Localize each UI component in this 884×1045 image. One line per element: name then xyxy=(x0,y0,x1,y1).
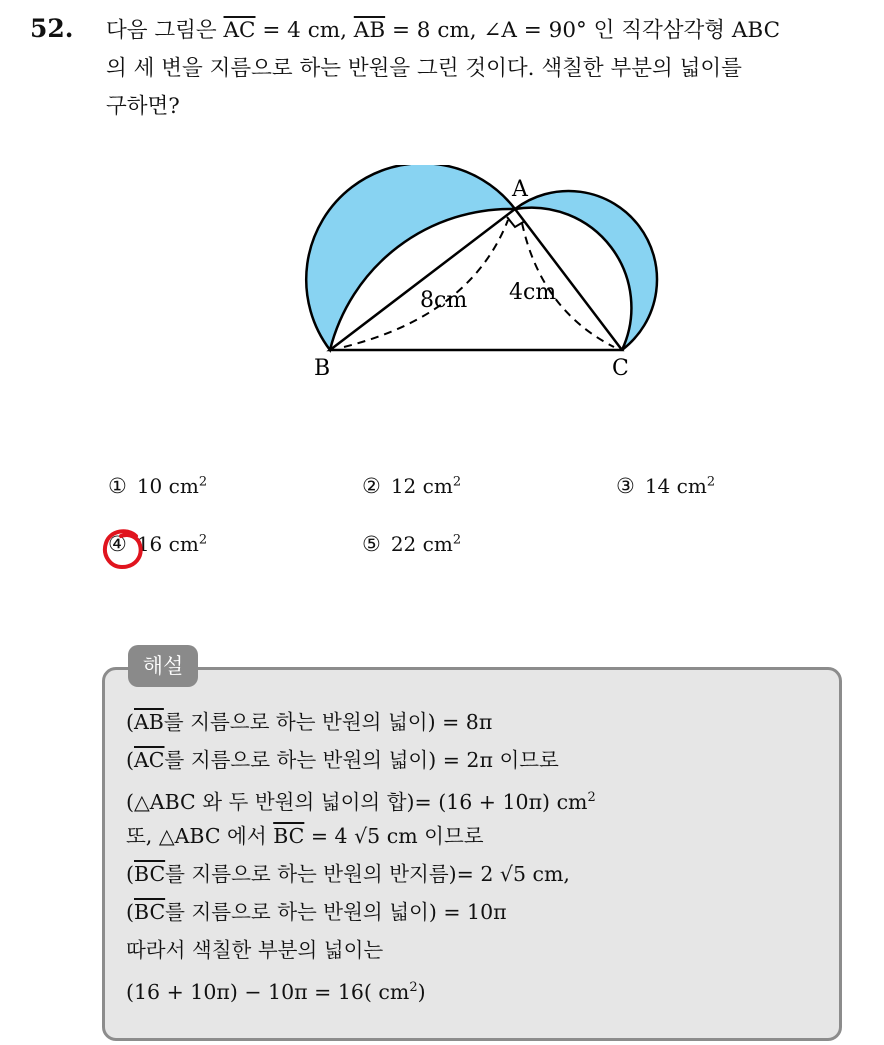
shaded-region-ac xyxy=(515,191,657,350)
choice-value: 12 cm xyxy=(390,474,453,498)
label-ac-length: 4cm xyxy=(509,280,557,305)
question-number: 52. xyxy=(30,14,74,43)
choice-2[interactable]: ② 12 $cm^2$ xyxy=(362,474,462,498)
choice-value: 14 cm xyxy=(644,474,707,498)
choice-value: 22 cm xyxy=(390,532,453,556)
question-line-1: 다음 그림은 $\overline{AC} = 4$ cm, $\overline{AB} = 8$ cm, ∠A = 90° 인 직각삼각형 ABC xyxy=(106,18,781,43)
choice-3[interactable]: ③ 14 $cm^2$ xyxy=(616,474,716,498)
choice-marker: ③ xyxy=(616,474,635,498)
solution-line-8: (16 + 10π) − 10π = 16( $cm^2$) xyxy=(126,979,426,1004)
question-line-3: 구하면? xyxy=(106,94,180,119)
solution-line-7: 따라서 색칠한 부분의 넓이는 xyxy=(126,938,384,962)
choice-4[interactable]: ④ 16 $cm^2$ xyxy=(108,532,208,556)
choice-value: 16 cm xyxy=(136,532,199,556)
choice-1[interactable]: ① 10 $cm^2$ xyxy=(108,474,208,498)
question-line-2: 의 세 변을 지름으로 하는 반원을 그린 것이다. 색칠한 부분의 넓이를 xyxy=(106,56,742,81)
label-b: B xyxy=(314,356,331,381)
choice-marker: ④ xyxy=(108,532,127,556)
selected-answer-circle-mark xyxy=(102,527,146,571)
solution-line-4: 또, △ABC 에서 $\overline{BC} = 4$ √5 cm 이므로 xyxy=(126,824,484,848)
choice-marker: ⑤ xyxy=(362,532,381,556)
solution-line-3: (△ABC 와 두 반원의 넓이의 합)= (16 + 10π) $cm^2$ xyxy=(126,789,596,814)
question-text xyxy=(106,12,866,126)
label-a: A xyxy=(512,177,528,202)
solution-line-1: ($\overline{AB}$를 지름으로 하는 반원의 넓이) = 8π xyxy=(126,710,493,734)
label-c: C xyxy=(612,356,629,381)
solution-line-6: ($\overline{BC}$를 지름으로 하는 반원의 넓이) = 10π xyxy=(126,900,507,924)
solution-text xyxy=(126,703,596,1007)
choice-value: 10 cm xyxy=(136,474,199,498)
segment-ab: $\overline{AB}$ xyxy=(353,18,386,43)
segment-ac: $\overline{AC}$ xyxy=(223,18,256,43)
choice-5[interactable]: ⑤ 22 $cm^2$ xyxy=(362,532,462,556)
choice-marker: ② xyxy=(362,474,381,498)
choice-marker: ① xyxy=(108,474,127,498)
solution-line-2: ($\overline{AC}$를 지름으로 하는 반원의 넓이) = 2π 이므로 xyxy=(126,748,559,772)
label-ab-length: 8cm xyxy=(420,288,468,313)
solution-line-5: ($\overline{BC}$를 지름으로 하는 반원의 반지름)= 2 √5 cm, xyxy=(126,862,570,886)
semicircle-figure xyxy=(296,165,668,387)
solution-tag: 해설 xyxy=(128,645,198,687)
